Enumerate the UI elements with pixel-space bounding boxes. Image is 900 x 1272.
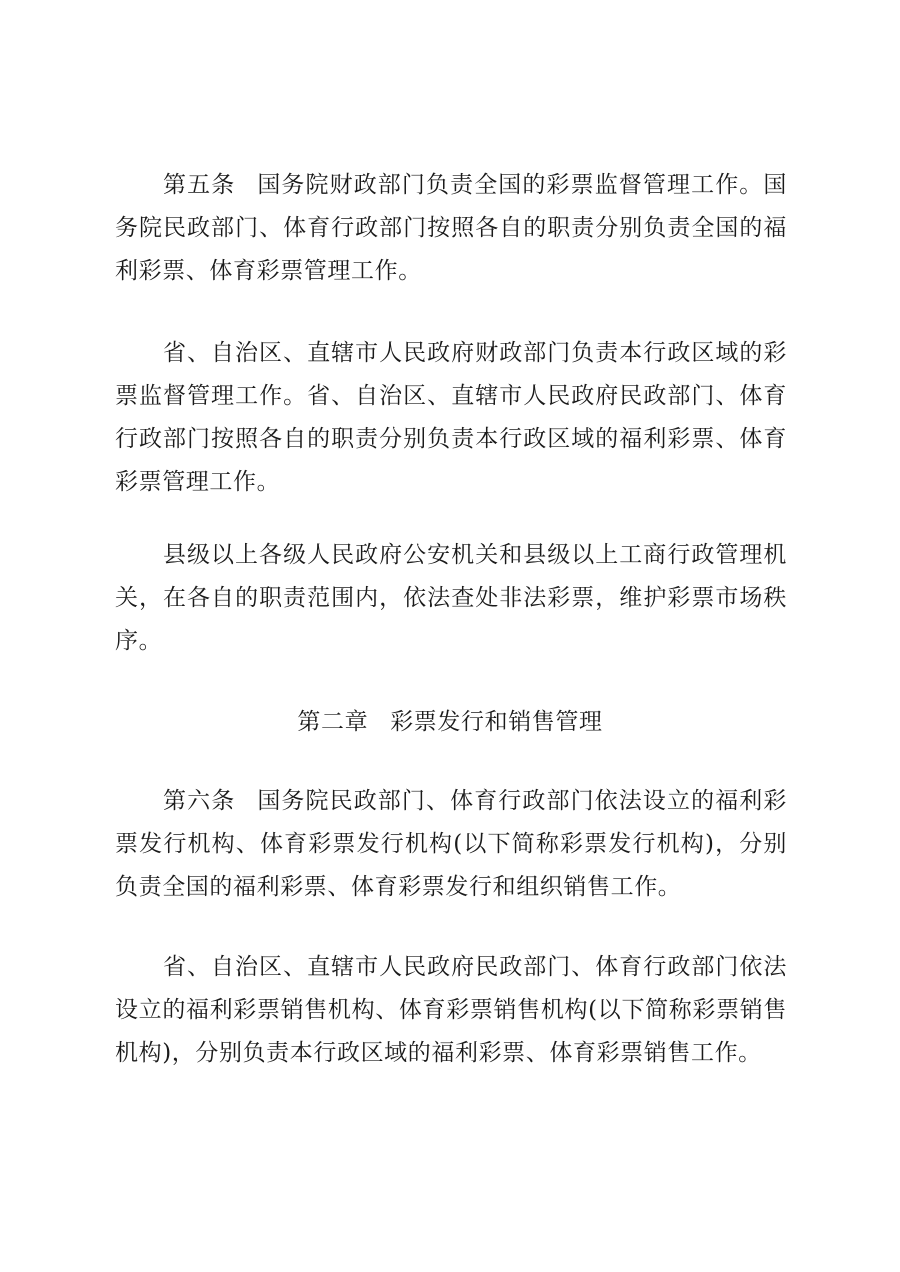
chapter-heading	[0, 701, 900, 744]
article-number: 第六条	[163, 788, 236, 814]
article-number: 第五条	[163, 172, 236, 198]
paragraph-text: 省、自治区、直辖市人民政府民政部门、体育行政部门依法设立的福利彩票销售机构、体育彩票销售机构(以下简称彩票销售机构)，分别负责本行政区域的福利彩票、体育彩票销售工作。	[115, 954, 787, 1066]
paragraph-text: 国务院民政部门、体育行政部门依法设立的福利彩票发行机构、体育彩票发行机构(以下简称彩票发行机构)，分别负责全国的福利彩票、体育彩票发行和组织销售工作。	[115, 788, 787, 900]
provincial-paragraph	[115, 332, 787, 504]
paragraph-text: 省、自治区、直辖市人民政府财政部门负责本行政区域的彩票监督管理工作。省、自治区、直辖市人民政府民政部门、体育行政部门按照各自的职责分别负责本行政区域的福利彩票、体育彩票管理工作。	[115, 340, 787, 495]
paragraph-text: 县级以上各级人民政府公安机关和县级以上工商行政管理机关，在各自的职责范围内，依法查处非法彩票，维护彩票市场秩序。	[115, 542, 787, 654]
article-6-paragraph	[115, 780, 787, 909]
chapter-number: 第二章	[297, 709, 369, 735]
sales-agency-paragraph	[115, 946, 787, 1075]
article-5-paragraph	[115, 164, 787, 293]
paragraph-text: 国务院财政部门负责全国的彩票监督管理工作。国务院民政部门、体育行政部门按照各自的职责分别负责全国的福利彩票、体育彩票管理工作。	[115, 172, 787, 284]
county-paragraph	[115, 534, 787, 663]
chapter-title: 彩票发行和销售管理	[390, 709, 603, 735]
